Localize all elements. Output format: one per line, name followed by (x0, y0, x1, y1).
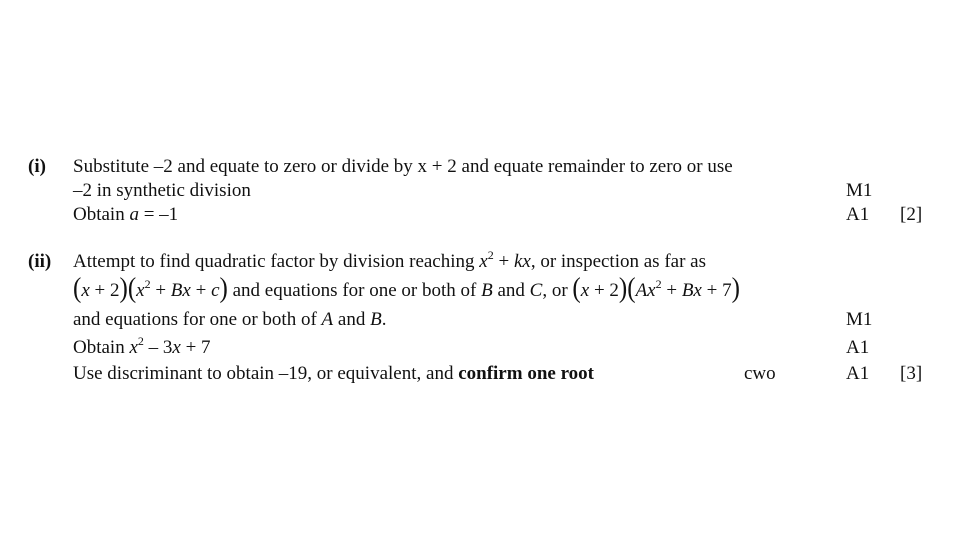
part-ii-a1-mark-1: A1 (846, 337, 870, 358)
part-i-total: [2] (900, 204, 923, 225)
part-ii-line-4 (0, 335, 960, 361)
part-ii-discriminant-text: Use discriminant to obtain –19, or equivalent, and confirm one root (73, 363, 594, 384)
part-ii-equations-text: and equations for one or both of A and B. (73, 309, 387, 330)
part-ii-total: [3] (900, 363, 923, 384)
part-i-answer: Obtain a = –1 (73, 204, 179, 225)
part-i-line-3 (0, 202, 960, 228)
part-ii-quadratic-answer: Obtain $x^2 - 3x + 7$ (73, 333, 211, 358)
part-ii-line-2 (0, 272, 960, 304)
part-i-label: (i) (28, 156, 46, 177)
part-i-line-1 (0, 154, 960, 180)
part-ii-method-text: Attempt to find quadratic factor by division reaching $x^2$ + kx, or inspection as far as (73, 247, 706, 272)
part-ii-line-1 (0, 249, 960, 275)
part-ii-factor-expressions: $(x + 2)(x^2 + Bx + c)$ and equations for one or both of B and C, or $(x + 2)(Ax^2 + Bx + 7)$ (73, 272, 740, 304)
part-ii-line-3 (0, 307, 960, 333)
part-ii-a1-mark-2: A1 (846, 363, 870, 384)
part-i-m1-mark: M1 (846, 180, 873, 201)
part-ii-line-5 (0, 361, 960, 387)
part-i-method-text-cont: –2 in synthetic division (73, 180, 251, 201)
part-i-line-2 (0, 178, 960, 204)
part-i-method-text: Substitute –2 and equate to zero or divide by x + 2 and equate remainder to zero or use (73, 156, 733, 177)
part-ii-label: (ii) (28, 251, 52, 272)
part-i-a1-mark: A1 (846, 204, 870, 225)
part-ii-m1-mark: M1 (846, 309, 873, 330)
part-ii-cwo-note: cwo (744, 363, 776, 384)
